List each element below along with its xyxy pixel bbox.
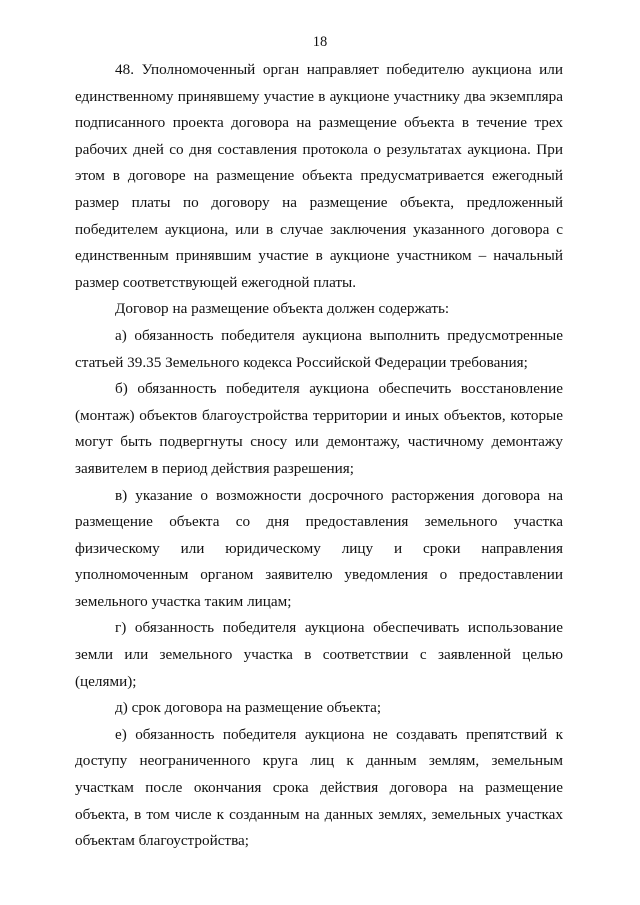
paragraph-48: 48. Уполномоченный орган направляет победителю аукциона или единственному принявшему участие в аукционе участнику два экземпляра подписанного проекта договора на размещение объекта в течение трех рабочих дней со дня составления протокола о результатах аукциона. При этом в договоре на размещение объекта предусматривается ежегодный размер платы по договору на размещение объекта, предложенный победителем аукциона, или в случае заключения указанного договора с единственным принявшим участие в аукционе участником – начальный размер соответствующей ежегодной платы. (75, 61, 563, 291)
paragraph-contract-contents: Договор на размещение объекта должен содержать: (115, 300, 450, 318)
list-item-e: е) обязанность победителя аукциона не создавать препятствий к доступу неограниченного круга лиц к данным землям, земельным участкам после окончания срока действия договора на размещение объекта, в том числе к созданным на данных землях, земельных участках объектам благоустройства; (75, 725, 563, 850)
list-item-v: в) указание о возможности досрочного расторжения договора на размещение объекта со дня предоставления земельного участка физическому или юридическому лицу и сроки направления уполномоченным органом заявителю уведомления о предоставлении земельного участка таким лицам; (75, 486, 563, 610)
list-item-d: д) срок договора на размещение объекта; (115, 699, 382, 717)
list-item-b: б) обязанность победителя аукциона обеспечить восстановление (монтаж) объектов благоустройства территории и иных объектов, которые могут быть подвергнуты сносу или демонтажу, частичному демонтажу заявителем в период действия разрешения; (75, 380, 563, 477)
list-item-a: а) обязанность победителя аукциона выполнить предусмотренные статьей 39.35 Земельного кодекса Российской Федерации требования; (75, 326, 563, 371)
list-item-g: г) обязанность победителя аукциона обеспечивать использование земли или земельного участка в соответствии с заявленной целью (целями); (75, 619, 563, 690)
document-body (75, 57, 563, 855)
page-number: 18 (312, 34, 328, 50)
